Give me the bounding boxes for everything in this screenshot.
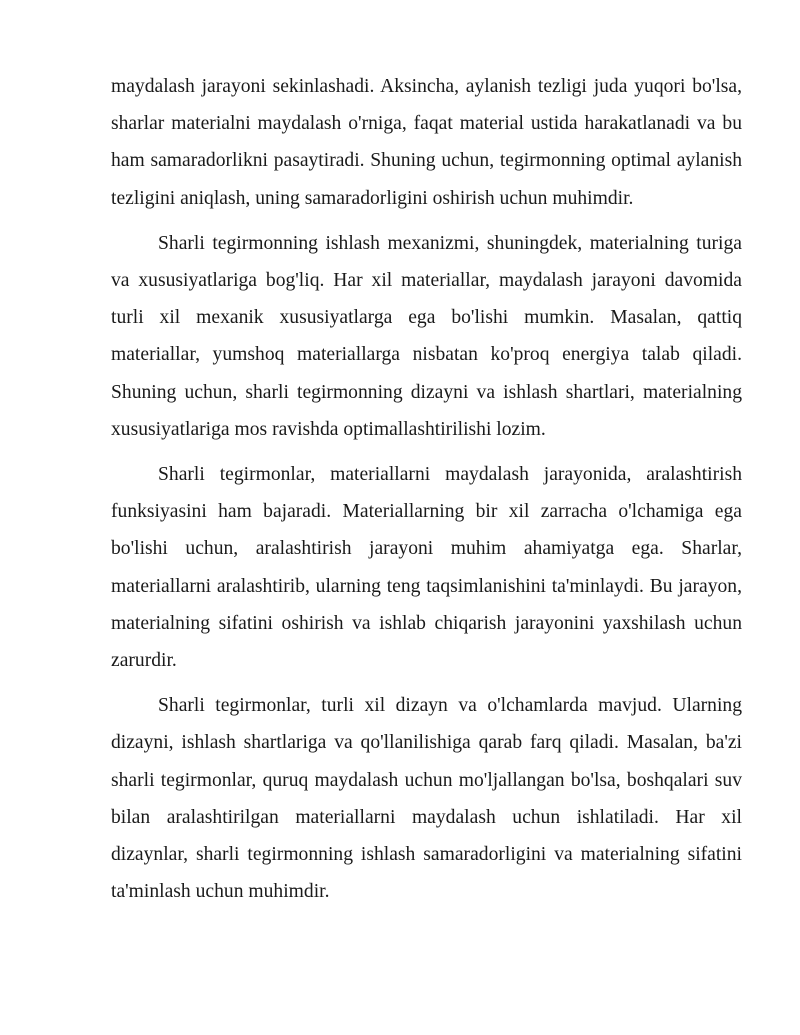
paragraph-designs: Sharli tegirmonlar, turli xil dizayn va o'lchamlarda mavjud. Ularning dizayni, ishlash shartlariga va qo'llanilishiga qarab farq qiladi. Masalan, ba'zi sharli tegirmonlar, quruq maydalash uchun mo'ljallangan bo'lsa, boshqalari suv bilan aralashtirilgan materiallarni maydalash uchun ishlatiladi. Har xil dizaynlar, sharli tegirmonning ishlash samaradorligini va materialning sifatini ta'minlash uchun muhimdir. [111, 695, 742, 903]
document-page [111, 68, 742, 918]
paragraph-continued: maydalash jarayoni sekinlashadi. Aksincha, aylanish tezligi juda yuqori bo'lsa, sharlar materialni maydalash o'rniga, faqat material ustida harakatlanadi va bu ham samaradorlikni pasaytiradi. Shuning uchun, tegirmonning optimal aylanish tezligini aniqlash, uning samaradorligini oshirish uchun muhimdir. [111, 76, 742, 209]
paragraph-mixing: Sharli tegirmonlar, materiallarni maydalash jarayonida, aralashtirish funksiyasini ham bajaradi. Materiallarning bir xil zarracha o'lchamiga ega bo'lishi uchun, aralashtirish jarayoni muhim ahamiyatga ega. Sharlar, materiallarni aralashtirib, ularning teng taqsimlanishini ta'minlaydi. Bu jarayon, materialning sifatini oshirish va ishlab chiqarish jarayonini yaxshilash uchun zarurdir. [111, 464, 742, 672]
paragraph-mechanism: Sharli tegirmonning ishlash mexanizmi, shuningdek, materialning turiga va xususiyatlariga bog'liq. Har xil materiallar, maydalash jarayoni davomida turli xil mexanik xususiyatlarga ega bo'lishi mumkin. Masalan, qattiq materiallar, yumshoq materiallarga nisbatan ko'proq energiya talab qiladi. Shuning uchun, sharli tegirmonning dizayni va ishlash shartlari, materialning xususiyatlariga mos ravishda optimallashtirilishi lozim. [111, 232, 742, 440]
